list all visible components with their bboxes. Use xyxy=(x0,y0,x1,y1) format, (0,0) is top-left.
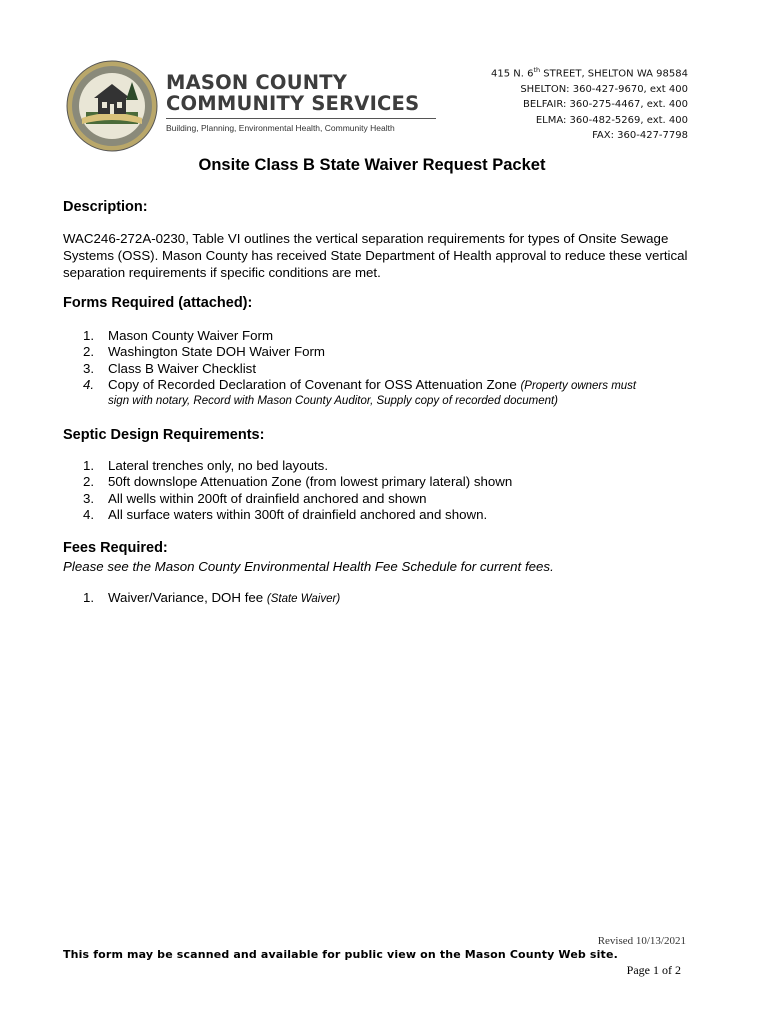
list-number: 3. xyxy=(83,360,95,376)
list-item xyxy=(63,458,703,474)
address-sup: th xyxy=(533,66,541,74)
list-item xyxy=(63,474,703,490)
org-name-line1: MASON COUNTY xyxy=(166,71,348,94)
forms-heading: Forms Required (attached): xyxy=(63,295,253,311)
elma-phone: ELMA: 360-482-5269, ext. 400 xyxy=(535,114,688,126)
revised-date: Revised 10/13/2021 xyxy=(597,935,686,947)
list-item xyxy=(63,377,703,409)
forms-list xyxy=(63,328,703,409)
list-number: 2. xyxy=(83,474,95,490)
fees-list xyxy=(63,590,703,607)
list-note: (Property owners must xyxy=(520,379,637,392)
septic-heading: Septic Design Requirements: xyxy=(63,427,265,443)
septic-list xyxy=(63,458,703,523)
fees-note: Please see the Mason County Environmental Health Fee Schedule for current fees. xyxy=(63,559,554,574)
list-number: 1. xyxy=(83,328,95,343)
list-item xyxy=(63,328,703,344)
org-divider xyxy=(166,118,436,119)
list-text: Washington State DOH Waiver Form xyxy=(108,344,325,360)
contact-block xyxy=(491,63,688,144)
list-text: Class B Waiver Checklist xyxy=(108,360,257,376)
list-text: 50ft downslope Attenuation Zone (from lowest primary lateral) shown xyxy=(108,474,513,490)
shelton-phone: SHELTON: 360-427-9670, ext 400 xyxy=(520,83,688,95)
list-number: 1. xyxy=(83,458,95,473)
org-tagline: Building, Planning, Environmental Health, Community Health xyxy=(166,123,395,133)
list-item xyxy=(63,590,703,607)
list-number: 4. xyxy=(83,506,95,522)
org-name-line2: COMMUNITY SERVICES xyxy=(166,92,420,115)
list-text: Copy of Recorded Declaration of Covenant for OSS Attenuation Zone xyxy=(108,376,521,392)
address-part: 415 N. 6 xyxy=(490,68,534,80)
fees-heading: Fees Required: xyxy=(63,540,168,556)
list-text: Mason County Waiver Form xyxy=(108,328,274,343)
address-part: STREET, SHELTON WA 98584 xyxy=(540,68,688,80)
list-number: 2. xyxy=(83,344,95,360)
list-number: 3. xyxy=(83,490,95,506)
public-view-notice: This form may be scanned and available for public view on the Mason County Web site. xyxy=(63,948,618,961)
description-text: WAC246-272A-0230, Table VI outlines the vertical separation requirements for types of Onsite Sewage Systems (OSS). Mason County has received State Department of Health approval to reduce these vertical separation requirements if specific conditions are met. xyxy=(63,231,688,280)
list-text: All wells within 200ft of drainfield anchored and shown xyxy=(108,490,427,506)
county-seal-icon xyxy=(66,60,158,152)
organization-block xyxy=(166,72,438,133)
list-item xyxy=(63,491,703,507)
list-item xyxy=(63,361,703,377)
list-text: Lateral trenches only, no bed layouts. xyxy=(108,458,329,473)
address-line xyxy=(491,63,688,82)
list-note-continued: sign with notary, Record with Mason County Auditor, Supply copy of recorded document) xyxy=(108,395,559,408)
page-title: Onsite Class B State Waiver Request Packet xyxy=(198,156,546,174)
list-number: 1. xyxy=(83,590,95,605)
description-heading: Description: xyxy=(63,199,148,215)
list-text: Waiver/Variance, DOH fee xyxy=(108,590,267,605)
list-number: 4. xyxy=(83,376,95,392)
list-text: All surface waters within 300ft of drainfield anchored and shown. xyxy=(108,506,488,522)
list-item xyxy=(63,507,703,523)
page-number: Page 1 of 2 xyxy=(626,963,681,977)
list-item xyxy=(63,344,703,360)
list-note: (State Waiver) xyxy=(266,593,341,605)
belfair-phone: BELFAIR: 360-275-4467, ext. 400 xyxy=(522,99,688,111)
fax-number: FAX: 360-427-7798 xyxy=(592,130,688,142)
